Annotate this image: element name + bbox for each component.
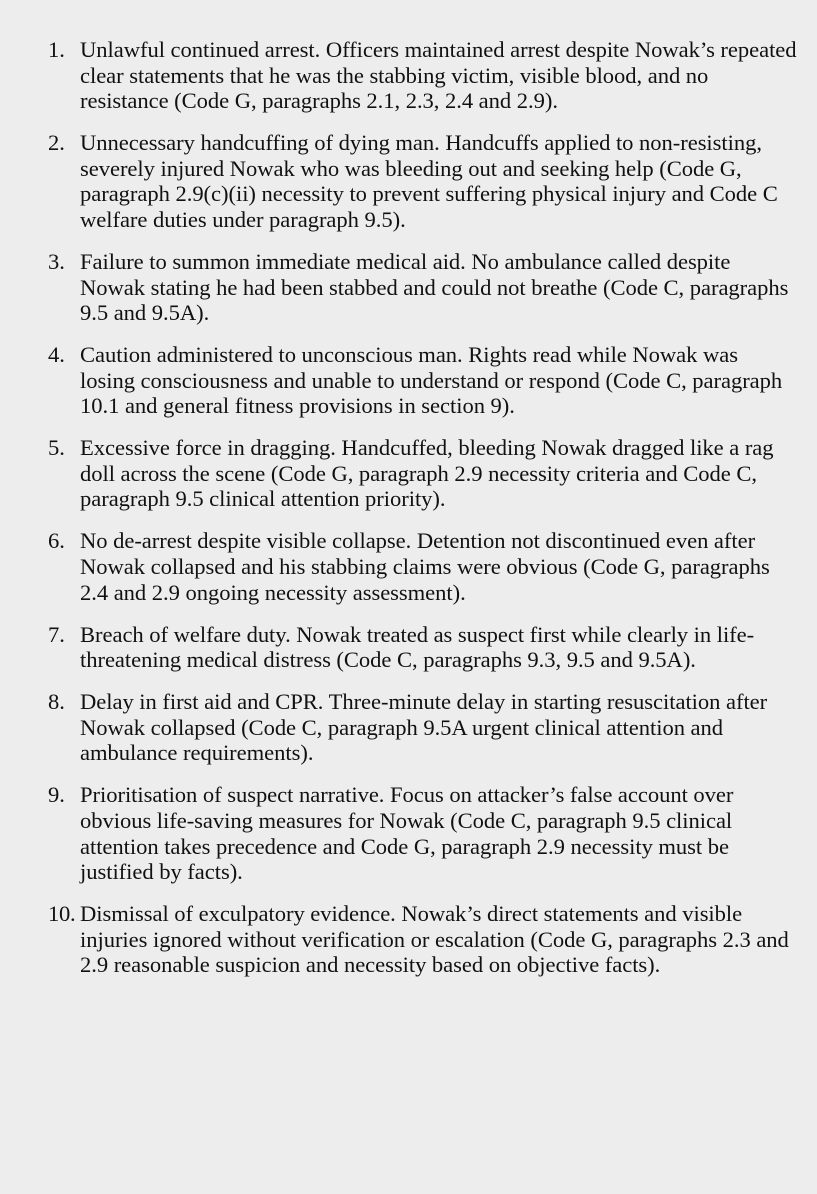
list-item (48, 342, 797, 419)
list-item-number: 1. (48, 37, 65, 62)
list-item-text: Dismissal of exculpatory evidence. Nowak’s direct statements and visible injuries ignored without verification or escalation (Code G, paragraphs 2.3 and 2.9 reasonable suspicion and necessity based on objective facts). (80, 901, 789, 978)
list-item (48, 901, 797, 978)
list-item-text: Caution administered to unconscious man. Rights read while Nowak was losing consciousness and unable to understand or respond (Code C, paragraph 10.1 and general fitness provisions in section 9). (80, 342, 783, 419)
list-item (48, 689, 797, 766)
list-item (48, 130, 797, 232)
list-item-text: Unlawful continued arrest. Officers maintained arrest despite Nowak’s repeated clear statements that he was the stabbing victim, visible blood, and no resistance (Code G, paragraphs 2.1, 2.3, 2.4 and 2.9). (80, 37, 797, 114)
list-item-number: 4. (48, 342, 65, 368)
list-item-text: Excessive force in dragging. Handcuffed, bleeding Nowak dragged like a rag doll across the scene (Code G, paragraph 2.9 necessity criteria and Code C, paragraph 9.5 clinical attention priority). (80, 435, 774, 512)
list-item-number: 6. (48, 528, 65, 554)
list-item (48, 435, 797, 512)
numbered-list (48, 37, 797, 978)
list-item-number: 8. (48, 689, 65, 715)
list-item (48, 622, 797, 673)
list-item-text: Prioritisation of suspect narrative. Focus on attacker’s false account over obvious life-saving measures for Nowak (Code C, paragraph 9.5 clinical attention takes precedence and Code G, paragraph 2.9 necessity must be justified by facts). (80, 782, 734, 885)
list-item-number: 2. (48, 130, 65, 156)
list-item-number: 7. (48, 621, 65, 647)
list-item-text: No de-arrest despite visible collapse. Detention not discontinued even after Nowak collapsed and his stabbing claims were obvious (Code G, paragraphs 2.4 and 2.9 ongoing necessity assessment). (80, 528, 770, 605)
list-item (48, 249, 797, 326)
list-item-text: Delay in first aid and CPR. Three-minute delay in starting resuscitation after Nowak collapsed (Code C, paragraph 9.5A urgent clinical attention and ambulance requirements). (80, 689, 768, 766)
list-item-text: Unnecessary handcuffing of dying man. Handcuffs applied to non-resisting, severely injured Nowak who was bleeding out and seeking help (Code G, paragraph 2.9(c)(ii) necessity to prevent suffering physical injury and Code C welfare duties under paragraph 9.5). (80, 130, 778, 232)
list-item (48, 528, 797, 605)
list-item-number: 10. (48, 901, 76, 927)
list-item-text: Breach of welfare duty. Nowak treated as suspect first while clearly in life-threatening medical distress (Code C, paragraphs 9.3, 9.5 and 9.5A). (80, 621, 755, 673)
list-item (48, 782, 797, 884)
list-item (48, 37, 797, 114)
list-item-number: 5. (48, 435, 65, 461)
list-item-number: 3. (48, 248, 65, 274)
list-item-text: Failure to summon immediate medical aid. No ambulance called despite Nowak stating he had been stabbed and could not breathe (Code C, paragraphs 9.5 and 9.5A). (80, 248, 789, 326)
list-item-number: 9. (48, 782, 65, 808)
